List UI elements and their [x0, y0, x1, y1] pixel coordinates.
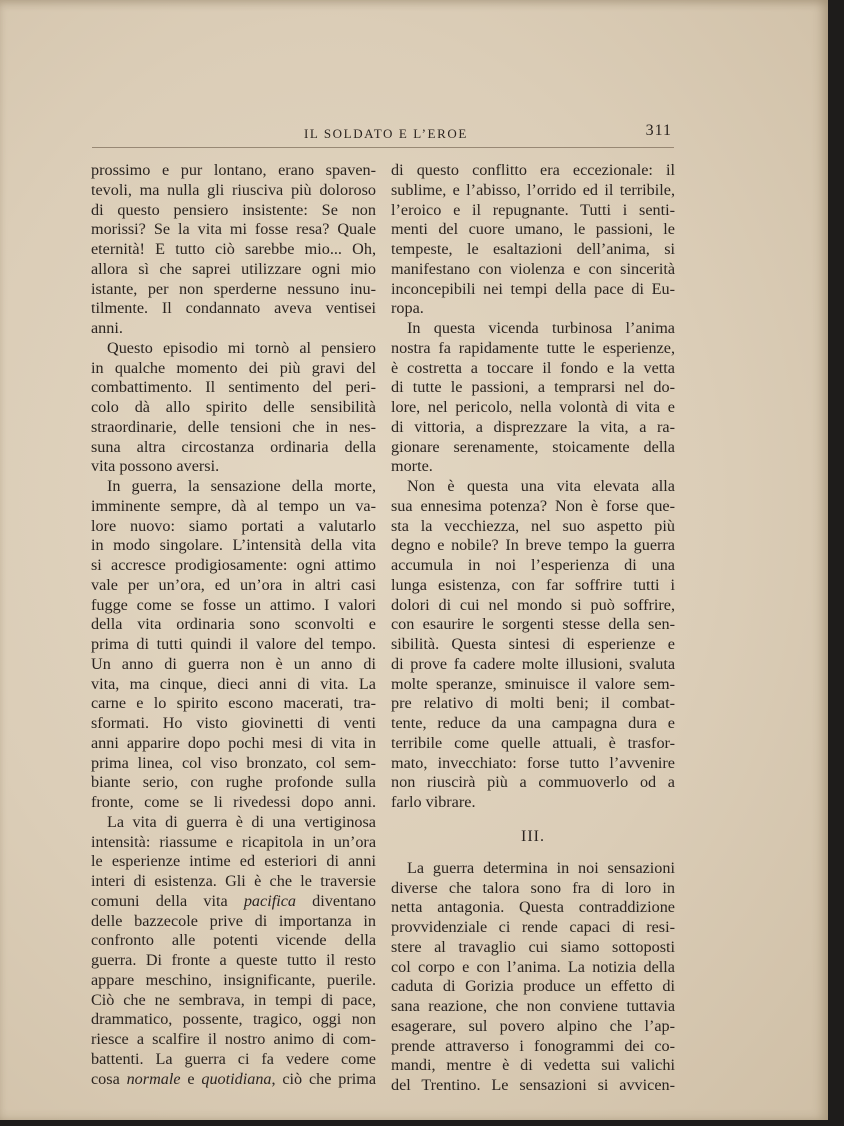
text-line: in qualche momento dei più gravi del [91, 358, 376, 377]
text-line: netta antagonia. Questa contraddizione [391, 898, 675, 917]
text-line: guerra. Di fronte a queste tutto il resto [91, 951, 376, 969]
text-line: caduta di Gorizia produce un effetto di [391, 977, 675, 996]
text-line: nostra fa rapidamente tutte le esperienze, [391, 338, 675, 357]
right-column [391, 161, 675, 1096]
text-fragment: , ciò che prima [271, 1069, 377, 1088]
section-spacer [391, 813, 675, 822]
text-line: di vittoria, a disprezzare la vita, a ra- [391, 417, 675, 436]
text-line: prima linea, col viso bronzato, col sem- [91, 753, 376, 772]
text-line: tilmente. Il condannato aveva ventisei [91, 299, 376, 318]
text-line: di questo conflitto era eccezionale: il [391, 161, 675, 179]
text-line: In questa vicenda turbinosa l’anima [407, 319, 675, 337]
section-spacer [391, 850, 675, 859]
text-line: pre relativo di molti beni; il combat- [391, 694, 675, 713]
text-line: sua ennesima potenza? Non è forse que- [391, 496, 675, 515]
text-line: battenti. La guerra ci fa vedere come [91, 1049, 376, 1068]
text-line: anni apparire dopo pochi mesi di vita in [91, 733, 376, 752]
section-heading: III. [521, 827, 545, 845]
text-line: riesce a scalfire il nostro animo di com- [91, 1030, 376, 1048]
text-line: dolori di cui nel mondo si può soffrire, [391, 595, 675, 614]
running-title: IL SOLDATO E L’EROE [304, 126, 468, 141]
text-line: inconcepibili nei tempi della pace di Eu- [391, 279, 675, 298]
text-line: molte speranze, sminuisce il valore sem- [391, 674, 675, 693]
italic-word: pacifica [243, 891, 296, 910]
text-line: sformati. Ho visto giovinetti di venti [91, 714, 376, 732]
text-line: allora sì che saprei utilizzare ogni mio [91, 259, 376, 278]
text-line: tempeste, le esaltazioni dell’anima, si [391, 240, 675, 258]
text-line: accumula in noi l’esperienza di una [391, 556, 675, 574]
italic-word: quotidiana [201, 1069, 272, 1088]
text-line: esagerare, sul povero alpino che l’ap- [391, 1016, 675, 1035]
left-column [91, 161, 376, 1089]
text-line: del Trentino. Le sensazioni si avvicen- [391, 1076, 675, 1094]
text-line: morissi? Se la vita mi fosse resa? Quale [91, 220, 376, 239]
text-line: prossimo e pur lontano, erano spaven- [91, 161, 376, 179]
text-line: degno e nobile? In breve tempo la guerra [391, 536, 675, 555]
italic-word: normale [126, 1069, 181, 1088]
text-line: terribile come quelle attuali, è trasfor- [391, 733, 675, 752]
text-line: lore, nel pericolo, nella volontà di vita e [391, 398, 675, 416]
text-line: vita, ma cinque, dieci anni di vita. La [91, 674, 376, 693]
text-line: morte. [391, 457, 433, 476]
text-line: sublime, e l’abisso, l’orrido ed il terribile, [391, 180, 675, 199]
text-line: eternità! E tutto ciò sarebbe mio... Oh, [91, 240, 376, 258]
text-fragment: cosa [91, 1069, 127, 1088]
text-line: intensità: riassume e ricapitola in un’ora [91, 832, 376, 851]
text-line: sana reazione, che non conviene tuttavia [391, 997, 675, 1015]
text-line: lore nuovo: siamo portati a valutarlo [91, 516, 376, 535]
text-line: lunga esistenza, con far soffrire tutti i [391, 575, 675, 594]
text-line: colo dà allo spirito delle sensibilità [91, 398, 376, 416]
text-line: manifestano con violenza e con sincerità [391, 259, 675, 278]
text-line: tente, reduce da una campagna dura e [391, 714, 675, 732]
text-line: provvidenziale ci rende capaci di resi- [391, 918, 675, 936]
text-line: appare meschino, insignificante, puerile. [91, 970, 376, 989]
text-line: menti del cuore umano, le passioni, le [391, 220, 675, 239]
text-line: sibilità. Questa sintesi di esperienze e [391, 635, 675, 653]
text-line: Ciò che ne sembrava, in tempi di pace, [91, 990, 376, 1009]
text-line: prende attraverso i fonogrammi dei co- [391, 1036, 675, 1055]
text-line: imminente sempre, dà al tempo un va- [91, 496, 376, 515]
text-line: mandi, mentre è di vedetta sui valichi [391, 1056, 675, 1075]
text-line: mato, invecchiato: forse tutto l’avvenire [391, 753, 675, 772]
text-line: l’eroico e il repugnante. Tutti i senti- [391, 200, 675, 219]
text-line: La vita di guerra è di una vertiginosa [107, 812, 376, 831]
text-line: non riuscirà più a commuoverlo od a [391, 773, 675, 792]
header-rule [92, 147, 674, 148]
text-line: delle bazzecole prive di importanza in [91, 911, 376, 930]
text-line: Non è questa una vita elevata alla [407, 477, 675, 495]
text-line [91, 1070, 376, 1090]
text-line: sta la vecchiezza, nel suo aspetto più [391, 516, 675, 535]
text-line: biante serio, con rughe profonde sulla [91, 773, 376, 792]
text-line: in modo singolare. L’intensità della vita [91, 536, 376, 555]
text-line: ropa. [391, 299, 424, 318]
text-line: vale per un’ora, ed un’ora in altri casi [91, 575, 376, 594]
text-line: Questo episodio mi tornò al pensiero [107, 338, 376, 357]
text-line: col corpo e con l’anima. La notizia della [391, 957, 675, 976]
text-line: di prove fa cadere molte illusioni, svaluta [391, 654, 675, 673]
text-line: farlo vibrare. [391, 793, 476, 811]
text-line: istante, per non sperderne nessuno inu- [91, 279, 376, 298]
text-line: fronte, come se li rivedessi dopo anni. [91, 793, 376, 811]
text-line: In guerra, la sensazione della morte, [107, 477, 376, 495]
text-line: carne e lo spirito escono macerati, tra- [91, 694, 376, 713]
text-line: Un anno di guerra non è un anno di [91, 654, 376, 673]
text-line: di tutte le passioni, a temprarsi nel do- [391, 378, 675, 397]
text-line: della vita ordinaria sono sconvolti e [91, 615, 376, 634]
text-line: prima di tutti quindi il valore del tempo. [91, 635, 376, 653]
text-line: gionare serenamente, stoicamente della [391, 437, 675, 456]
text-line: vita possono aversi. [91, 457, 220, 476]
text-line: le esperienze intime ed esteriori di anni [91, 852, 376, 871]
text-line: suna altra circostanza ordinaria della [91, 437, 376, 456]
text-line: La guerra determina in noi sensazioni [407, 858, 675, 877]
text-fragment: diventano [295, 891, 376, 910]
text-line: anni. [91, 319, 123, 337]
right-column-bottom-text [391, 859, 675, 1096]
text-line: interi di esistenza. Gli è che le traversie [91, 872, 376, 890]
text-fragment: comuni della vita [91, 891, 244, 910]
text-line: è costretta a toccare il fondo e la vetta [391, 358, 675, 377]
text-line: straordinarie, delle tensioni che in nes- [91, 417, 376, 436]
text-line: diverse che talora sono fra di loro in [391, 878, 675, 897]
text-line: si accresce prodigiosamente: ogni attimo [91, 556, 376, 574]
text-line: combattimento. Il sentimento del peri- [91, 378, 376, 397]
text-line: confronto alle potenti vicende della [91, 931, 376, 950]
text-line: stere al travaglio cui siamo sottoposti [391, 937, 675, 956]
text-line: di questo pensiero insistente: Se non [91, 200, 376, 219]
text-line [91, 892, 376, 912]
text-line: con esaurire le sorgenti stesse della sen- [391, 615, 675, 634]
text-line: fugge come se fosse un attimo. I valori [91, 595, 376, 614]
page-number: 311 [645, 122, 672, 139]
text-fragment: e [180, 1069, 202, 1088]
text-line: tevoli, ma nulla gli riusciva più doloroso [91, 180, 376, 199]
page-header [92, 120, 672, 142]
text-line: drammatico, possente, tragico, oggi non [91, 1010, 376, 1029]
right-column-top-text [391, 161, 675, 813]
